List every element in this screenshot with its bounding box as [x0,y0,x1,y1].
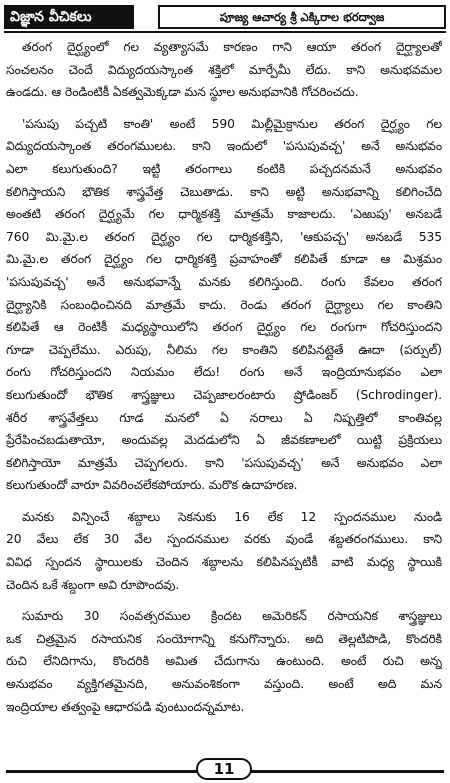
book-title: విజ్ఞాన వీచికలు [4,5,134,29]
text-line: రుచి లేనిదిగాను, కొందరికి అమిత చేదుగాను ఉంటుంది. అంటే రుచి అన్న [6,654,442,669]
page-header [4,3,446,33]
text-line: 'పసుపు పచ్చటి కాంతి' అంటే 590 మిల్లీమైక్రానుల తరంగ దైర్ఘ్యం గల [22,116,442,131]
text-line: 20 వేలు లేక 30 వేల స్పందనముల వరకు వుండే శబ్దతరంగములు. కాని [6,532,442,547]
text-line: కలిపితే ఆ రెంటికీ మధ్యస్థాయిలోని తరంగ దైర్ఘ్యం గల రంగుగా గోచరిస్తుందని [6,320,442,335]
page-number: 11 [196,758,252,780]
paragraph-1 [6,36,442,104]
page-body [6,36,442,718]
text-line: రంగు గోచరిస్తుందని నియమం లేదు! రంగు అనే ఇంద్రియానుభవం ఎలా [6,365,442,380]
text-line: 760 మి.మై.ల తరంగ దైర్ఘ్యం గల ధార్మికశక్తిని, 'ఆకుపచ్చ' అనబడే 535 [6,229,442,244]
author-title: పూజ్య ఆచార్య శ్రీ ఎక్కిరాల భరద్వాజ [158,5,446,29]
paragraph-gap [6,497,442,506]
text-line: అంతటి తరంగ దైర్ఘ్యమే గల ధార్మికశక్తి మాత్రమే కాజాలదు. 'ఎఱుపు' అనబడే [6,207,442,222]
text-line: కలుగుతుందో వారూ వివరించలేకపోయారు. మరొక ఉదాహరణ. [6,478,298,493]
paragraph-2 [6,113,442,497]
text-line: విద్యుదయస్కాంత తరంగములట. కాని ఇందులో 'పసుపువచ్చ' అనే అనుభవం [6,139,442,154]
paragraph-gap [6,596,442,605]
paragraph-4 [6,605,442,718]
text-line: ఉండదు. ఆ రెండింటికీ ఏకత్వమెక్కడా మన స్థూల అనుభవానికి గోచరించదు. [6,85,359,100]
text-line: ఇంద్రియాల తత్వంపై ఆధారపడి వుంటుందన్నమాట. [6,699,245,714]
text-line: ప్రేరేపించబడుతాయో, అందువల్ల మెదడులోని ఏ జీవకణాలలో యిట్టి ప్రక్రియలు [6,433,442,448]
text-line: అనుభవం వ్యక్తిగతమైనది, అనువంశికంగా వస్తుంది. అంటే అది మన [6,677,442,692]
page-footer [0,758,450,783]
text-line: మనకు విన్పించే శబ్దాలు సెకనుకు 16 లేక 12 స్పందనముల నుండి [22,509,442,524]
text-line: వివిధ స్పందన స్థాయిలకు చెందిన శబ్దాలను కలిపినప్పటికీ వాటి మధ్య స్థాయికి [6,555,442,570]
paragraph-3 [6,506,442,596]
text-line: చెందిన ఒకే శబ్దంగా అవి రూపొందవు. [6,577,180,592]
text-line: ఎలా కలుగుతుంది? ఇట్టి తరంగాలు కంటికి పచ్చదనమనే అనుభవం [6,161,442,176]
text-line: సంచలనం చెందే విద్యుదయస్కాంత శక్తిలో మార్పేమీ లేదు. కాని అనుభవమల [6,62,442,77]
text-line: దైర్ఘ్యానికి సంబంధించినది మాత్రమే కాదు. రెండు తరంగ దైర్ఘ్యాలు గల కాంతిని [6,297,442,312]
text-line: ఒక చిత్రమైన రసాయనిక సంయోగాన్ని కనుగొన్నారు. అది తెల్లటిపొడి, కొందరికి [6,631,442,646]
text-line: కలిగిస్తాయని భౌతిక శాస్త్రవేత్త చెబుతాడు. కాని అట్టి అనుభవాన్ని కలిగించేది [6,184,442,199]
text-line: మి.మై.ల తరంగ దైర్ఘ్యం గల ధార్మికశక్తి ప్రవాహంతో కలిపితే కూడా ఆ మిశ్రమం [6,252,442,267]
text-line: కలుగుతుందో భౌతిక శాస్త్రజ్ఞులు చెప్పజాలరంటారు ష్రోడింజర్ (Schrodinger). [6,387,442,402]
header-divider [4,31,446,33]
text-line: గూడా చెప్పలేము. ఎరుపు, నీలిమ గల కాంతిని కలిపినట్లైతే ఊదా (పర్పుల్) [6,342,442,357]
text-line: కలిగిస్తాయో మాత్రమే చెప్పగలరు. కాని 'పసుపువచ్చ' అనే అనుభవం ఎలా [6,455,442,470]
text-line: శరీర శాస్త్రవేత్తలు గూడ మనలో ఏ నరాలు ఏ నిష్పత్తిలో కాంతివల్ల [6,410,442,425]
paragraph-gap [6,104,442,113]
text-line: సుమారు 30 సంవత్సరముల క్రిందట అమెరికన్ రసాయనిక శాస్త్రజ్ఞులు [22,609,442,624]
text-line: తరంగ దైర్ఘ్యంలో గల వ్యత్యాసమే కారణం గాని ఆయా తరంగ దైర్ఘ్యాలతో [22,40,442,54]
text-line: 'పసుపువచ్చ' అనే అనుభవాన్నే మనకు కలిగిస్తుంది. రంగు కేవలం తరంగ [6,274,442,289]
